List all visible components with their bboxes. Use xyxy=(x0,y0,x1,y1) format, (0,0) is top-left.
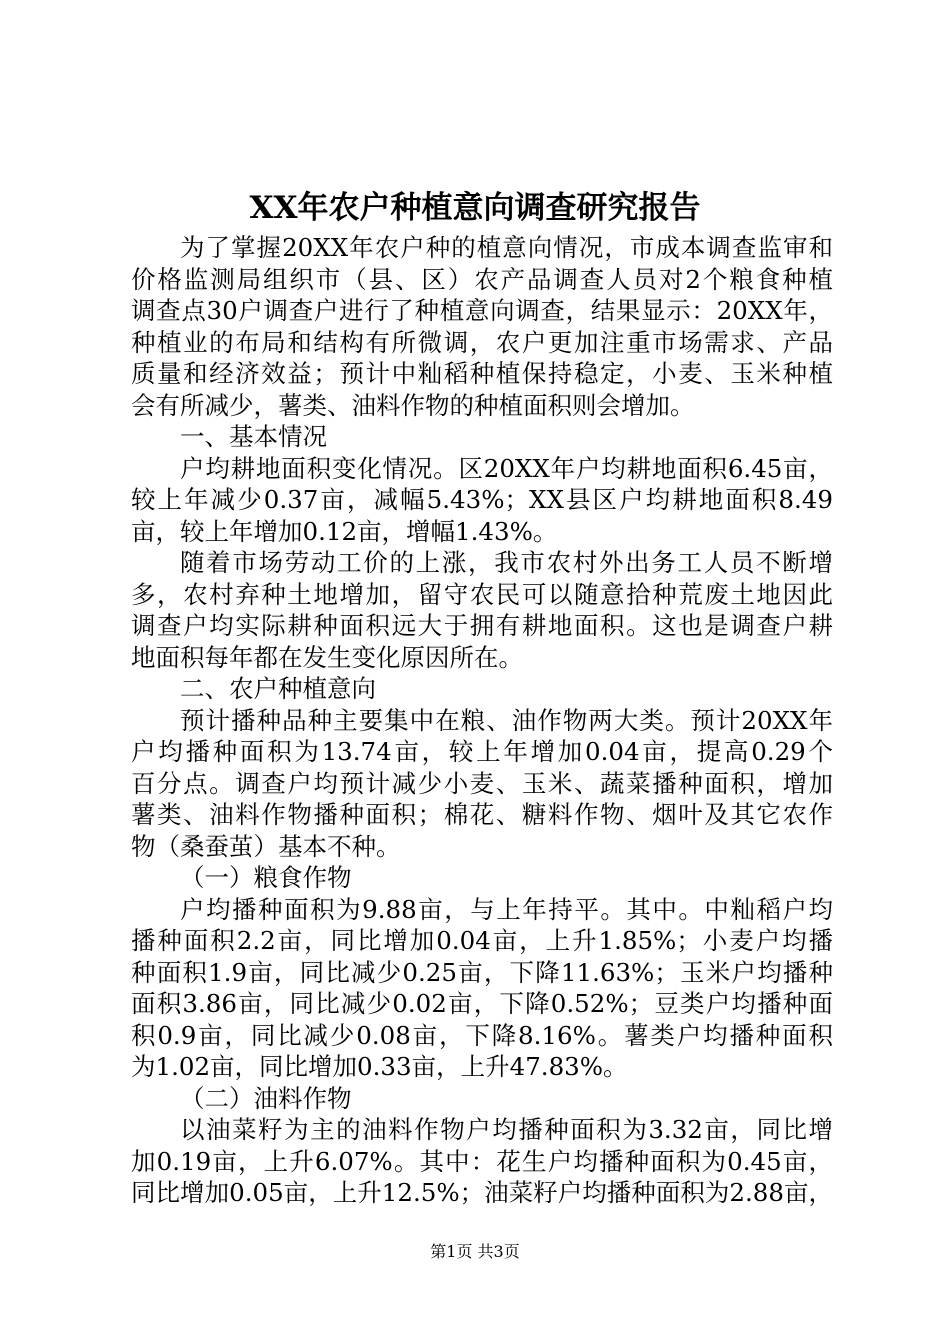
body-line: 随着市场劳动工价的上涨，我市农村外出务工人员不断增 xyxy=(180,548,833,577)
subsection-heading: （一）粮食作物 xyxy=(180,863,352,892)
body-line: 价格监测局组织市（县、区）农产品调查人员对2个粮食种植 xyxy=(131,264,833,294)
body-line: 加0.19亩，上升6.07%。其中：花生户均播种面积为0.45亩， xyxy=(131,1146,833,1176)
body-line: 薯类、油料作物播种面积；棉花、糖料作物、烟叶及其它农作 xyxy=(131,800,833,829)
body-line: 亩，较上年增加0.12亩，增幅1.43%。 xyxy=(131,516,558,546)
section-heading: 二、农户种植意向 xyxy=(180,674,376,703)
document-title: XX年农户种植意向调查研究报告 xyxy=(249,190,701,226)
body-line: 同比增加0.05亩，上升12.5%；油菜籽户均播种面积为2.88亩， xyxy=(131,1178,833,1207)
body-line: 为了掌握20XX年农户种的植意向情况，市成本调查监审和 xyxy=(180,233,833,262)
body-line: 地面积每年都在发生变化原因所在。 xyxy=(131,642,523,672)
body-line: 调查点30户调查户进行了种植意向调查，结果显示：20XX年， xyxy=(131,296,833,325)
body-line: 为1.02亩，同比增加0.33亩，上升47.83%。 xyxy=(131,1052,628,1081)
body-line: 较上年减少0.37亩，减幅5.43%；XX县区户均耕地面积8.49 xyxy=(131,485,833,514)
body-line: 户均播种面积为13.74亩，较上年增加0.04亩，提高0.29个 xyxy=(131,737,833,766)
body-line: 调查户均实际耕种面积远大于拥有耕地面积。这也是调查户耕 xyxy=(131,611,833,640)
body-line: 种面积1.9亩，同比减少0.25亩，下降11.63%；玉米户均播种 xyxy=(131,957,833,987)
body-line: 户均耕地面积变化情况。区20XX年户均耕地面积6.45亩， xyxy=(180,453,833,483)
body-line: 积0.9亩，同比减少0.08亩，下降8.16%。薯类户均播种面积 xyxy=(131,1020,833,1050)
body-line: 预计播种品种主要集中在粮、油作物两大类。预计20XX年 xyxy=(180,705,833,735)
body-line: 物（桑蚕茧）基本不种。 xyxy=(131,831,401,861)
document-body xyxy=(131,232,833,1209)
body-line: 面积3.86亩，同比减少0.02亩，下降0.52%；豆类户均播种面 xyxy=(131,989,833,1018)
body-line: 百分点。调查户均预计减少小麦、玉米、蔬菜播种面积，增加 xyxy=(131,768,833,798)
page-footer: 第1页 共3页 xyxy=(430,1242,520,1261)
subsection-heading: （二）油料作物 xyxy=(180,1083,352,1113)
body-line: 种植业的布局和结构有所微调，农户更加注重市场需求、产品 xyxy=(131,327,833,357)
section-heading: 一、基本情况 xyxy=(180,422,327,451)
body-line: 以油菜籽为主的油料作物户均播种面积为3.32亩，同比增 xyxy=(180,1115,833,1144)
body-line: 会有所减少，薯类、油料作物的种植面积则会增加。 xyxy=(131,390,695,420)
body-line: 播种面积2.2亩，同比增加0.04亩，上升1.85%；小麦户均播 xyxy=(131,926,833,955)
body-line: 多，农村弃种土地增加，留守农民可以随意拾种荒废土地因此 xyxy=(131,579,833,609)
body-line: 质量和经济效益；预计中籼稻种植保持稳定，小麦、玉米种植 xyxy=(131,359,833,388)
body-line: 户均播种面积为9.88亩，与上年持平。其中。中籼稻户均 xyxy=(180,894,833,924)
